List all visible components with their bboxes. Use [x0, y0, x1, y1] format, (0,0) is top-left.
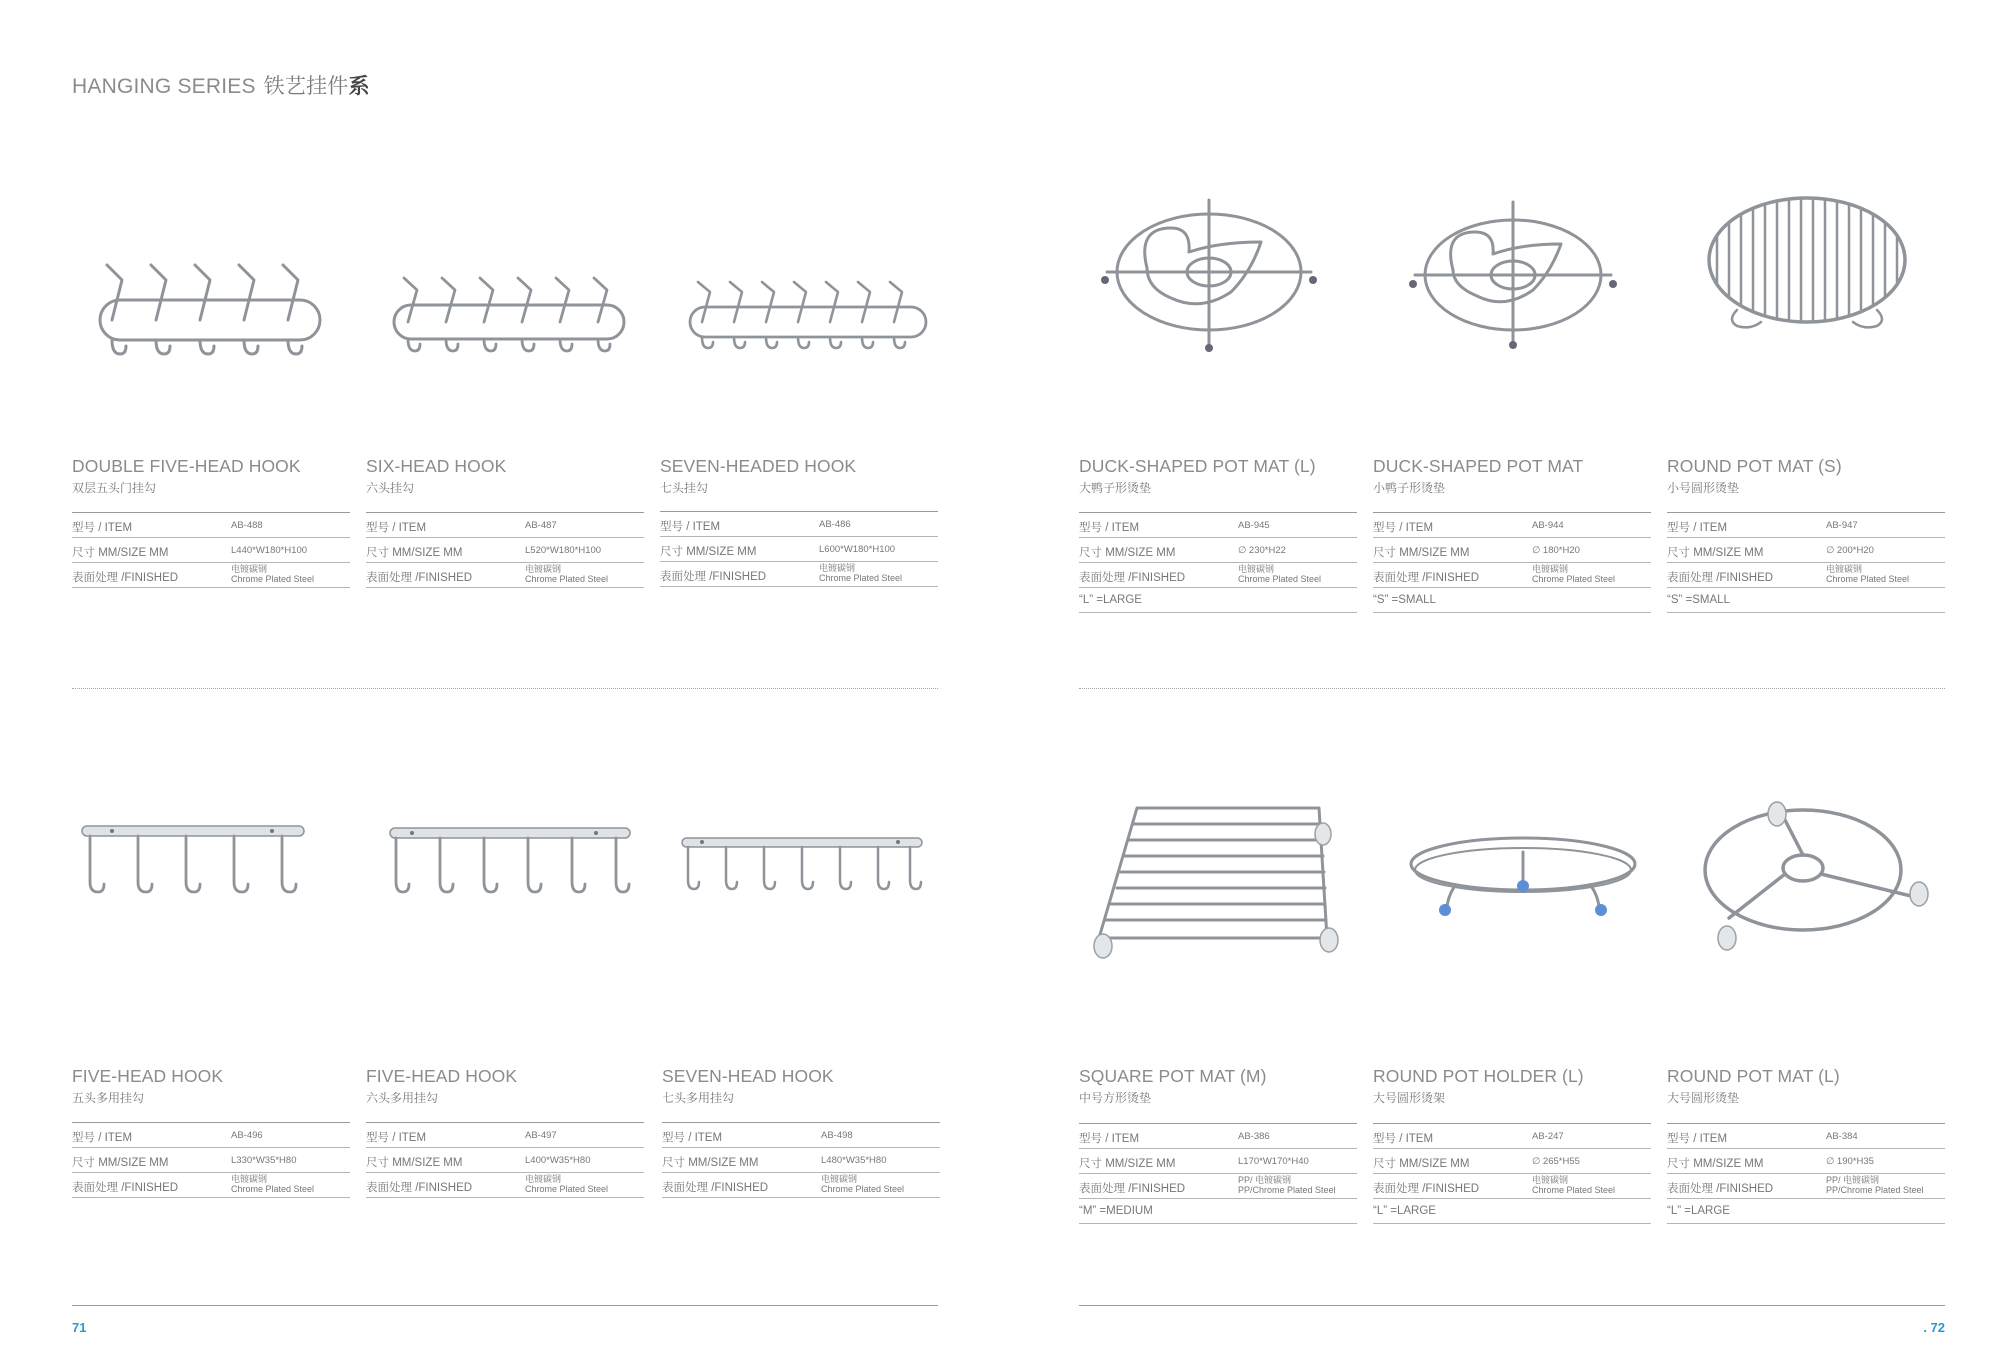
spec-value-size: L440*W180*H100 [231, 545, 308, 556]
spec-label-finish: 表面处理 /FINISHED [1079, 1183, 1186, 1195]
spec-value-item: AB-498 [821, 1130, 853, 1141]
series-title-cn: 铁艺挂件 [263, 75, 349, 98]
spec-value-finish-cn: 电镀碳钢 [1238, 564, 1275, 574]
spec-label-size: 尺寸 MM/SIZE MM [1667, 1158, 1764, 1170]
duck-pot-mat-large-icon [1079, 180, 1357, 360]
spec-value-finish-en: PP/Chrome Plated Steel [1238, 1184, 1336, 1195]
spec-label-finish: 表面处理 /FINISHED [1373, 572, 1480, 584]
product-name-cn: 大号圆形烫垫 [1667, 1091, 1740, 1105]
spec-value-item: AB-384 [1826, 1131, 1858, 1142]
spec-table [72, 1122, 350, 1198]
product-name-cn: 大鸭子形烫垫 [1079, 481, 1152, 495]
product-name-cn: 六头挂勾 [366, 481, 415, 495]
spec-table [1373, 512, 1651, 613]
spec-value-finish-en: Chrome Plated Steel [231, 573, 315, 584]
spec-table [1667, 1123, 1945, 1224]
spec-value-finish-cn: 电镀碳钢 [1532, 564, 1569, 574]
spec-label-finish: 表面处理 /FINISHED [1667, 1183, 1774, 1195]
spec-value-size: L330*W35*H80 [231, 1155, 297, 1166]
spec-table [662, 1122, 940, 1198]
product-name-cn: 七头多用挂勾 [662, 1091, 735, 1105]
spec-value-size: L600*W180*H100 [819, 544, 896, 555]
spec-label-finish: 表面处理 /FINISHED [662, 1182, 769, 1194]
product-name-cn: 大号圆形烫架 [1373, 1091, 1446, 1105]
product-name: SIX-HEAD HOOK [366, 456, 507, 476]
spec-label-size: 尺寸 MM/SIZE MM [72, 547, 169, 559]
product-name: SQUARE POT MAT (M) [1079, 1066, 1267, 1086]
product-name: ROUND POT MAT (S) [1667, 456, 1842, 476]
spec-label-item: 型号 / ITEM [366, 522, 427, 534]
spec-value-finish-en: Chrome Plated Steel [1532, 1184, 1616, 1195]
spec-label-finish: 表面处理 /FINISHED [72, 1182, 179, 1194]
spec-table [1667, 512, 1945, 613]
product-name-cn: 七头挂勾 [660, 481, 709, 495]
spec-value-finish-cn: 电镀碳钢 [821, 1174, 858, 1184]
spec-label-finish: 表面处理 /FINISHED [1373, 1183, 1480, 1195]
spec-value-item: AB-944 [1532, 520, 1564, 531]
spec-table [1079, 1123, 1357, 1224]
spec-value-item: AB-497 [525, 1130, 557, 1141]
five-head-rail-hook-icon [72, 790, 350, 970]
spec-value-size: ∅ 190*H35 [1826, 1156, 1874, 1167]
series-title-en: HANGING SERIES [72, 75, 256, 98]
spec-label-item: 型号 / ITEM [662, 1132, 723, 1144]
spec-value-finish-en: Chrome Plated Steel [525, 1183, 609, 1194]
spec-value-finish-en: Chrome Plated Steel [819, 572, 903, 583]
spec-label-size: 尺寸 MM/SIZE MM [1667, 547, 1764, 559]
spec-value-finish-cn: 电镀碳钢 [819, 563, 856, 573]
spec-value-item: AB-247 [1532, 1131, 1564, 1142]
round-pot-mat-large-icon [1667, 790, 1945, 970]
spec-value-item: AB-488 [231, 520, 263, 531]
spec-table [366, 512, 644, 588]
page-number-right: . 72 [1923, 1320, 1945, 1335]
product-name: DUCK-SHAPED POT MAT (L) [1079, 456, 1316, 476]
spec-label-finish: 表面处理 /FINISHED [1667, 572, 1774, 584]
series-title-cn-bold: 系 [348, 75, 370, 98]
spec-label-item: 型号 / ITEM [1079, 1133, 1140, 1145]
spec-label-item: 型号 / ITEM [366, 1132, 427, 1144]
seven-headed-hook-icon [660, 210, 938, 390]
spec-value-size: ∅ 265*H55 [1532, 1156, 1580, 1167]
product-name: ROUND POT MAT (L) [1667, 1066, 1840, 1086]
footer-rule-right [1079, 1305, 1945, 1306]
product-name-cn: 双层五头门挂勾 [72, 481, 157, 495]
spec-label-size: 尺寸 MM/SIZE MM [366, 1157, 463, 1169]
spec-value-item: AB-496 [231, 1130, 263, 1141]
spec-value-finish-cn: 电镀碳钢 [231, 564, 268, 574]
product-name: ROUND POT HOLDER (L) [1373, 1066, 1584, 1086]
spec-value-finish-cn: 电镀碳钢 [1532, 1175, 1569, 1185]
spec-value-finish-cn: PP/ 电镀碳钢 [1238, 1175, 1292, 1185]
spec-label-finish: 表面处理 /FINISHED [366, 572, 473, 584]
spec-value-size: L170*W170*H40 [1238, 1156, 1309, 1167]
spec-label-item: 型号 / ITEM [1079, 522, 1140, 534]
spec-value-item: AB-945 [1238, 520, 1270, 531]
seven-head-rail-hook-icon [662, 790, 940, 970]
product-name: FIVE-HEAD HOOK [72, 1066, 224, 1086]
page-header [72, 70, 370, 100]
spec-value-size: ∅ 180*H20 [1532, 545, 1580, 556]
page-number-left: 71 [72, 1320, 87, 1335]
product-name-cn: 中号方形烫垫 [1079, 1091, 1152, 1105]
spec-table [366, 1122, 644, 1198]
spec-value-finish-en: PP/Chrome Plated Steel [1826, 1184, 1924, 1195]
spec-label-item: 型号 / ITEM [72, 1132, 133, 1144]
product-name-cn: 六头多用挂勾 [366, 1091, 439, 1105]
spec-label-item: 型号 / ITEM [660, 521, 721, 533]
product-name-cn: 小鸭子形烫垫 [1373, 481, 1446, 495]
spec-value-finish-en: Chrome Plated Steel [1532, 573, 1616, 584]
spec-value-finish-en: Chrome Plated Steel [1238, 573, 1322, 584]
spec-value-finish-en: Chrome Plated Steel [821, 1183, 905, 1194]
section-divider-left [72, 688, 938, 689]
product-name: DUCK-SHAPED POT MAT [1373, 456, 1584, 476]
spec-value-size: L480*W35*H80 [821, 1155, 887, 1166]
round-pot-mat-small-icon [1667, 180, 1945, 360]
spec-value-finish-cn: PP/ 电镀碳钢 [1826, 1175, 1880, 1185]
product-name-cn: 小号圆形烫垫 [1667, 481, 1740, 495]
spec-label-size: 尺寸 MM/SIZE MM [1079, 1158, 1176, 1170]
size-note: “S” =SMALL [1373, 594, 1436, 606]
size-note: “L” =LARGE [1373, 1205, 1436, 1217]
spec-value-finish-en: Chrome Plated Steel [525, 573, 609, 584]
spec-label-item: 型号 / ITEM [1667, 1133, 1728, 1145]
spec-label-size: 尺寸 MM/SIZE MM [72, 1157, 169, 1169]
spec-label-finish: 表面处理 /FINISHED [1079, 572, 1186, 584]
spec-label-size: 尺寸 MM/SIZE MM [660, 546, 757, 558]
spec-label-item: 型号 / ITEM [1373, 522, 1434, 534]
spec-label-finish: 表面处理 /FINISHED [366, 1182, 473, 1194]
spec-label-item: 型号 / ITEM [1373, 1133, 1434, 1145]
spec-value-size: L400*W35*H80 [525, 1155, 591, 1166]
product-name: DOUBLE FIVE-HEAD HOOK [72, 456, 301, 476]
spec-value-finish-en: Chrome Plated Steel [231, 1183, 315, 1194]
spec-label-size: 尺寸 MM/SIZE MM [366, 547, 463, 559]
spec-value-finish-cn: 电镀碳钢 [231, 1174, 268, 1184]
six-head-hook-icon [366, 210, 644, 390]
spec-label-size: 尺寸 MM/SIZE MM [1373, 1158, 1470, 1170]
spec-table [1079, 512, 1357, 613]
footer-rule-left [72, 1305, 938, 1306]
product-name: SEVEN-HEAD HOOK [662, 1066, 834, 1086]
spec-value-item: AB-486 [819, 519, 851, 530]
duck-pot-mat-small-icon [1373, 180, 1651, 360]
spec-label-finish: 表面处理 /FINISHED [660, 571, 767, 583]
round-pot-holder-icon [1373, 790, 1651, 970]
spec-value-size: L520*W180*H100 [525, 545, 602, 556]
size-note: “L” =LARGE [1667, 1205, 1730, 1217]
spec-label-finish: 表面处理 /FINISHED [72, 572, 179, 584]
spec-value-item: AB-386 [1238, 1131, 1270, 1142]
product-name: FIVE-HEAD HOOK [366, 1066, 518, 1086]
spec-table [72, 512, 350, 588]
spec-value-finish-en: Chrome Plated Steel [1826, 573, 1910, 584]
double-five-head-hook-icon [72, 210, 350, 390]
spec-table [1373, 1123, 1651, 1224]
spec-label-size: 尺寸 MM/SIZE MM [1079, 547, 1176, 559]
size-note: “M” =MEDIUM [1079, 1205, 1153, 1217]
spec-label-item: 型号 / ITEM [72, 522, 133, 534]
spec-label-size: 尺寸 MM/SIZE MM [1373, 547, 1470, 559]
spec-value-finish-cn: 电镀碳钢 [1826, 564, 1863, 574]
spec-value-item: AB-487 [525, 520, 557, 531]
spec-value-size: ∅ 200*H20 [1826, 545, 1874, 556]
spec-value-finish-cn: 电镀碳钢 [525, 1174, 562, 1184]
spec-label-size: 尺寸 MM/SIZE MM [662, 1157, 759, 1169]
size-note: “L” =LARGE [1079, 594, 1142, 606]
square-pot-mat-icon [1079, 790, 1357, 970]
product-name-cn: 五头多用挂勾 [72, 1091, 145, 1105]
product-name: SEVEN-HEADED HOOK [660, 456, 857, 476]
spec-label-item: 型号 / ITEM [1667, 522, 1728, 534]
size-note: “S” =SMALL [1667, 594, 1730, 606]
spec-value-finish-cn: 电镀碳钢 [525, 564, 562, 574]
spec-table [660, 511, 938, 587]
six-head-rail-hook-icon [366, 790, 644, 970]
spec-value-item: AB-947 [1826, 520, 1858, 531]
section-divider-right [1079, 688, 1945, 689]
spec-value-size: ∅ 230*H22 [1238, 545, 1286, 556]
